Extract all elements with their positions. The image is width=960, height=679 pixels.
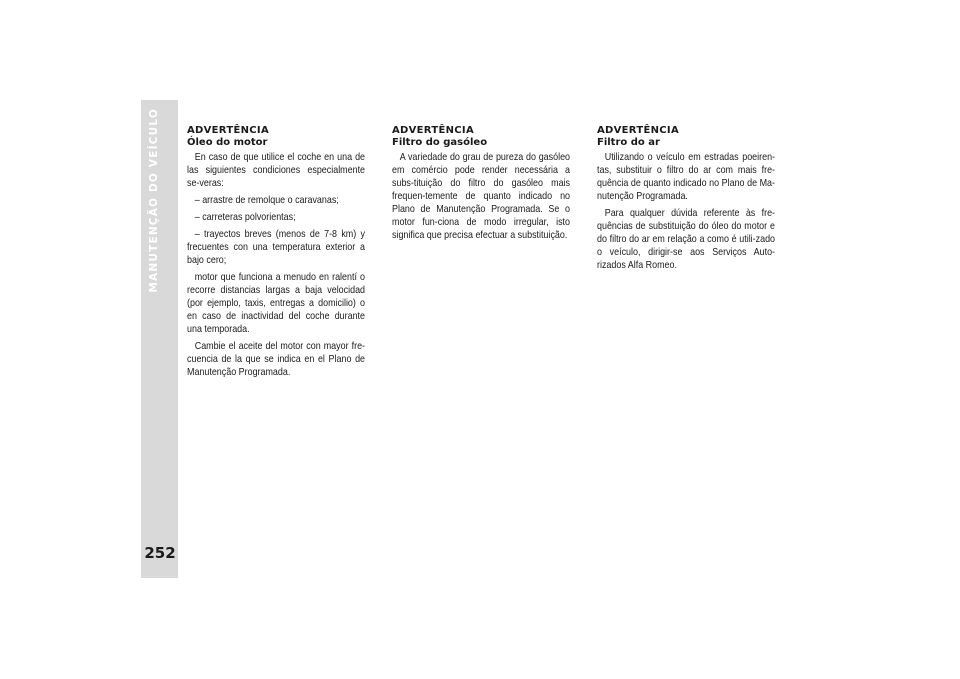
column-subheading: Filtro do gasóleo <box>392 136 488 148</box>
paragraph: En caso de que utilice el coche en una de las siguientes condiciones especialmente se-veras: <box>187 151 366 189</box>
column-subheading: Óleo do motor <box>187 136 268 148</box>
paragraph: Utilizando o veículo em estradas poeiren-tas, substituir o filtro do ar com mais fre-quência de quanto indicado no Plano de Ma-nutenção Programada. <box>597 151 776 202</box>
paragraph: A variedade do grau de pureza do gasóleo em comércio pode render necessária a subs-tituição do filtro do gasóleo mais frequen-temente de quanto indicado no Plano de Manutenção Programada. Se o motor fun-ciona de modo irregular, isto significa que precisa efectuar a substituição. <box>392 151 571 241</box>
column-subheading: Filtro do ar <box>597 136 660 148</box>
page-number: 252 <box>144 544 176 562</box>
column-diesel-filter <box>392 125 570 246</box>
column-heading: ADVERTÊNCIA <box>392 125 474 136</box>
column-heading: ADVERTÊNCIA <box>187 125 269 136</box>
column-engine-oil <box>187 125 365 383</box>
column-heading: ADVERTÊNCIA <box>597 125 679 136</box>
column-air-filter <box>597 125 775 276</box>
paragraph: Cambie el aceite del motor con mayor fre-cuencia de la que se indica en el Plano de Manutenção Programada. <box>187 340 366 378</box>
section-title: MANUTENÇÃO DO VEÍCULO <box>148 108 160 293</box>
paragraph: – trayectos breves (menos de 7-8 km) y frecuentes con una temperatura exterior a bajo cero; <box>187 228 366 266</box>
paragraph: motor que funciona a menudo en ralentí o recorre distancias largas a baja velocidad (por ejemplo, taxis, entregas a domicilio) o en caso de inactividad del coche durante una temporada. <box>187 271 366 335</box>
paragraph: Para qualquer dúvida referente às fre-quências de substituição do óleo do motor e do filtro do ar em relação a como é utili-zado o veículo, dirigir-se aos Serviços Auto-rizados Alfa Romeo. <box>597 207 776 271</box>
paragraph: – arrastre de remolque o caravanas; <box>194 194 339 206</box>
paragraph: – carreteras polvorientas; <box>194 211 296 223</box>
